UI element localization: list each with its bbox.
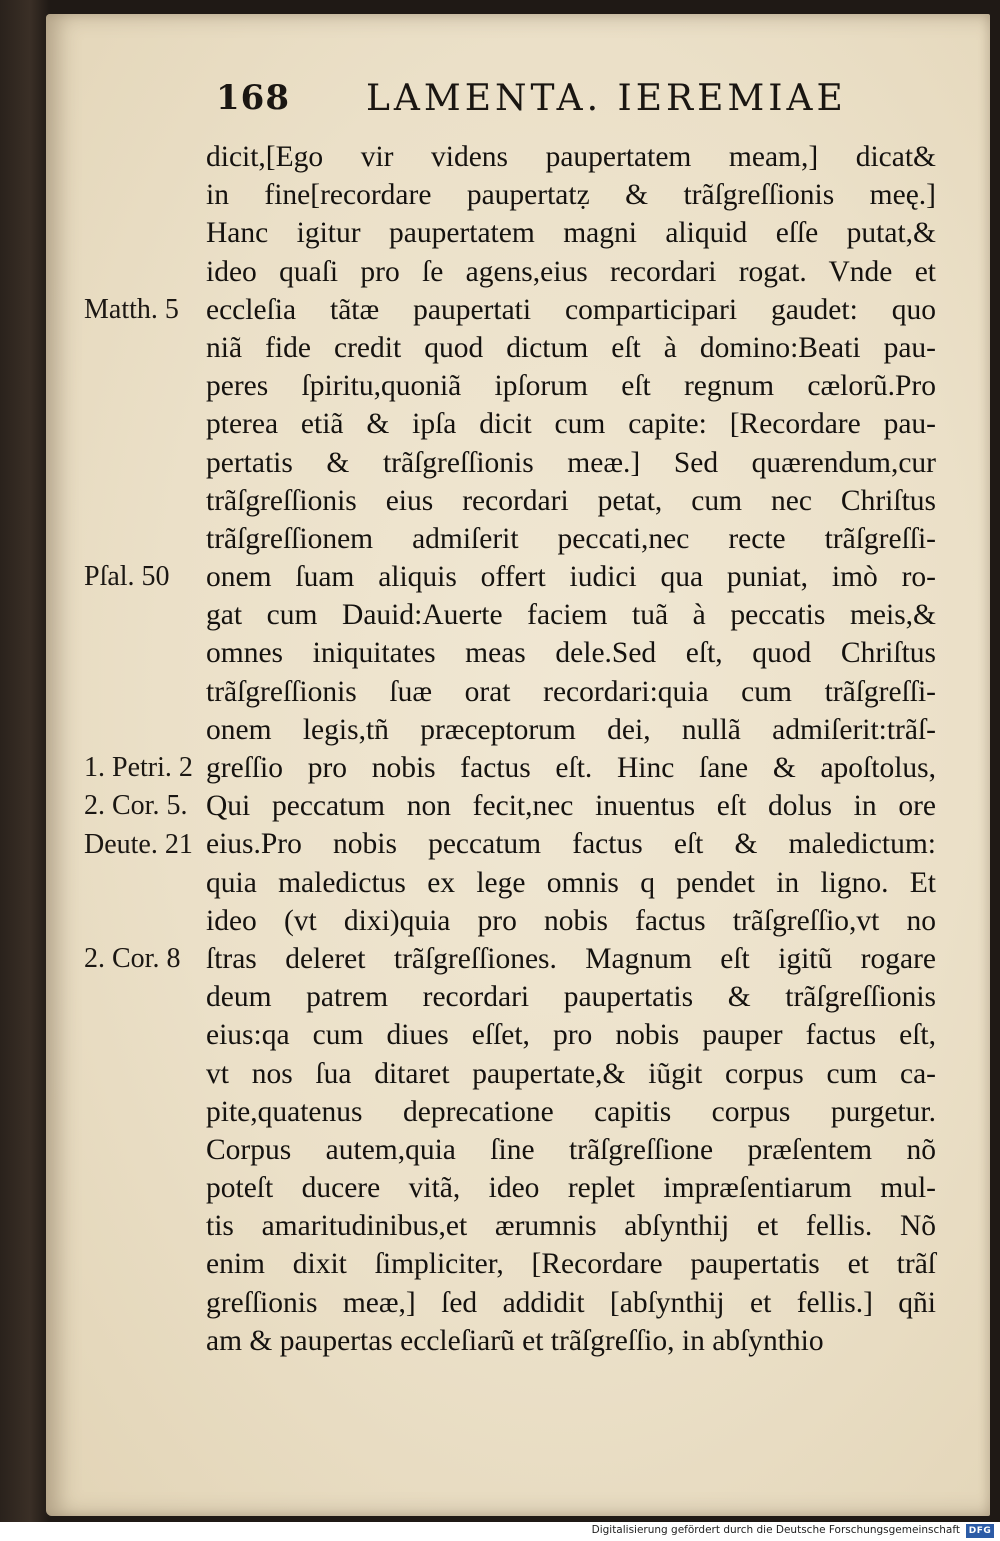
marginal-note: Matth. 5 (84, 293, 179, 325)
text-line: ideo (vt dixi)quia pro nobis factus trãſgreſſio,vt no (206, 904, 936, 937)
text-line: deum patrem recordari paupertatis & trãſgreſſionis (206, 981, 936, 1014)
text-line: pertatis & trãſgreſſionis meæ.] Sed quærendum,cur (206, 446, 936, 479)
text-line: in fine[recordare paupertatẓ & trãſgreſſionis meę.] (206, 179, 936, 212)
footer-bar (0, 1522, 1000, 1541)
marginal-note: Deute. 21 (84, 828, 193, 860)
marginal-note: 1. Petri. 2 (84, 752, 193, 784)
text-line: Hanc igitur paupertatem magni aliquid eſſe putat,& (206, 217, 936, 250)
marginal-note: 2. Cor. 8 (84, 943, 181, 975)
text-line: vt nos ſua ditaret paupertate,& iũgit corpus cum ca- (206, 1057, 936, 1090)
text-line: gat cum Dauid:Auerte faciem tuã à peccatis meis,& (206, 599, 936, 632)
text-line: trãſgreſſionis ſuæ orat recordari:quia cum trãſgreſſi- (206, 675, 936, 708)
text-line: greſſio pro nobis factus eſt. Hinc ſane & apoſtolus, (206, 752, 936, 784)
text-line: onem ſuam aliquis offert iudici qua puniat, imò ro- (206, 561, 936, 594)
marginal-note: Pſal. 50 (84, 561, 170, 593)
text-line: Qui peccatum non fecit,nec inuentus eſt dolus in ore (206, 790, 936, 823)
main-text-block (206, 138, 936, 1360)
text-line: dicit,[Ego vir videns paupertatem meam,] dicat& (206, 141, 936, 173)
text-line: quia maledictus ex lege omnis q pendet in ligno. Et (206, 866, 936, 899)
text-line: trãſgreſſionis eius recordari petat, cum nec Chriſtus (206, 484, 936, 517)
text-line: ſtras deleret trãſgreſſiones. Magnum eſt igitũ rogare (206, 942, 936, 975)
text-line: peres ſpiritu,quoniã ipſorum eſt regnum cælorũ.Pro (206, 370, 936, 403)
text-line: greſſionis meæ,] ſed addidit [abſynthij et fellis.] qñi (206, 1286, 936, 1319)
text-line: eius:qa cum diues eſſet, pro nobis pauper factus eſt, (206, 1019, 936, 1052)
text-line: trãſgreſſionem admiſerit peccati,nec recte trãſgreſſi- (206, 522, 936, 555)
text-line: Corpus autem,quia ſine trãſgreſſione præſentem nõ (206, 1133, 936, 1166)
page-number: 168 (216, 78, 290, 118)
text-line: niã fide credit quod dictum eſt à domino:Beati pau- (206, 331, 936, 364)
text-line: pterea etiã & ipſa dicit cum capite: [Recordare pau- (206, 408, 936, 441)
running-title: LAMENTA. IEREMIAE (366, 78, 847, 119)
text-line: pite,quatenus deprecatione capitis corpus purgetur. (206, 1095, 936, 1128)
text-line: onem legis,tñ præceptorum dei, nullã admiſerit:trãſ- (206, 713, 936, 746)
text-line: eccleſia tãtæ paupertati comparticipari gaudet: quo (206, 293, 936, 326)
text-line: omnes iniquitates meas dele.Sed eſt, quod Chriſtus (206, 637, 936, 670)
text-line: eius.Pro nobis peccatum factus eſt & maledictum: (206, 828, 936, 861)
text-line: am & paupertas eccleſiarũ et trãſgreſſio, in abſynthio (206, 1324, 824, 1357)
dfg-logo: DFG (966, 1524, 994, 1538)
text-line: enim dixit ſimpliciter, [Recordare paupertatis et trãſ (206, 1248, 936, 1281)
text-line: ideo quaſi pro ſe agens,eius recordari rogat. Vnde et (206, 255, 936, 288)
marginal-note: 2. Cor. 5. (84, 790, 188, 822)
footer-credit: Digitalisierung gefördert durch die Deutsche Forschungsgemeinschaft (591, 1524, 960, 1536)
page-header (216, 78, 856, 126)
text-line: poteſt ducere vitã, ideo replet impræſentiarum mul- (206, 1172, 936, 1205)
text-line: tis amaritudinibus,et ærumnis abſynthij et fellis. Nõ (206, 1210, 936, 1243)
